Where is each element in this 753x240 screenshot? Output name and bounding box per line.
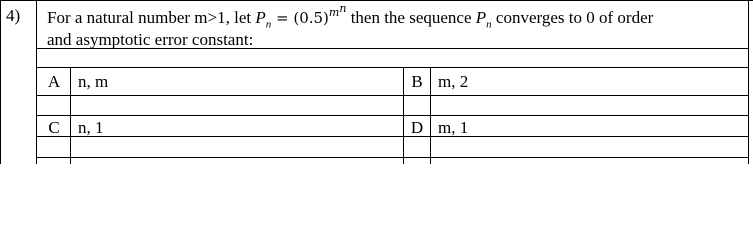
- table-rule: [36, 115, 749, 116]
- exponent-base: m: [328, 6, 340, 20]
- option-d-letter: D: [410, 118, 424, 137]
- table-rule: [36, 157, 749, 158]
- table-rule: [430, 67, 431, 164]
- question-prefix: For a natural number m>1, let: [47, 8, 252, 27]
- table-rule: [36, 95, 749, 96]
- question-text-line2: and asymptotic error constant:: [47, 30, 254, 49]
- option-c-text[interactable]: n, 1: [78, 118, 104, 137]
- p2-subscript: n: [486, 18, 492, 31]
- p-symbol: P: [255, 8, 266, 27]
- option-b-text[interactable]: m, 2: [438, 72, 469, 91]
- option-b-letter: B: [411, 72, 423, 91]
- table-rule: [36, 67, 749, 68]
- equation: = (0.5): [271, 9, 329, 27]
- question-text-line1: [47, 1, 654, 31]
- table-rule: [36, 136, 749, 137]
- table-border-top: [0, 0, 753, 1]
- question-middle: then the sequence: [346, 8, 472, 27]
- question-end: converges to 0 of order: [491, 8, 654, 27]
- option-d-text[interactable]: m, 1: [438, 118, 469, 137]
- option-a-letter: A: [47, 72, 61, 91]
- p-subscript: n: [265, 18, 272, 31]
- question-number: 4): [6, 6, 21, 25]
- table-border-left: [0, 0, 1, 164]
- exponent-power: n: [339, 1, 347, 15]
- option-a-text[interactable]: n, m: [78, 72, 109, 91]
- table-border-right: [748, 0, 749, 164]
- p2-symbol: P: [475, 8, 487, 27]
- table-rule: [36, 0, 37, 164]
- option-c-letter: C: [48, 118, 60, 137]
- table-rule: [70, 67, 71, 164]
